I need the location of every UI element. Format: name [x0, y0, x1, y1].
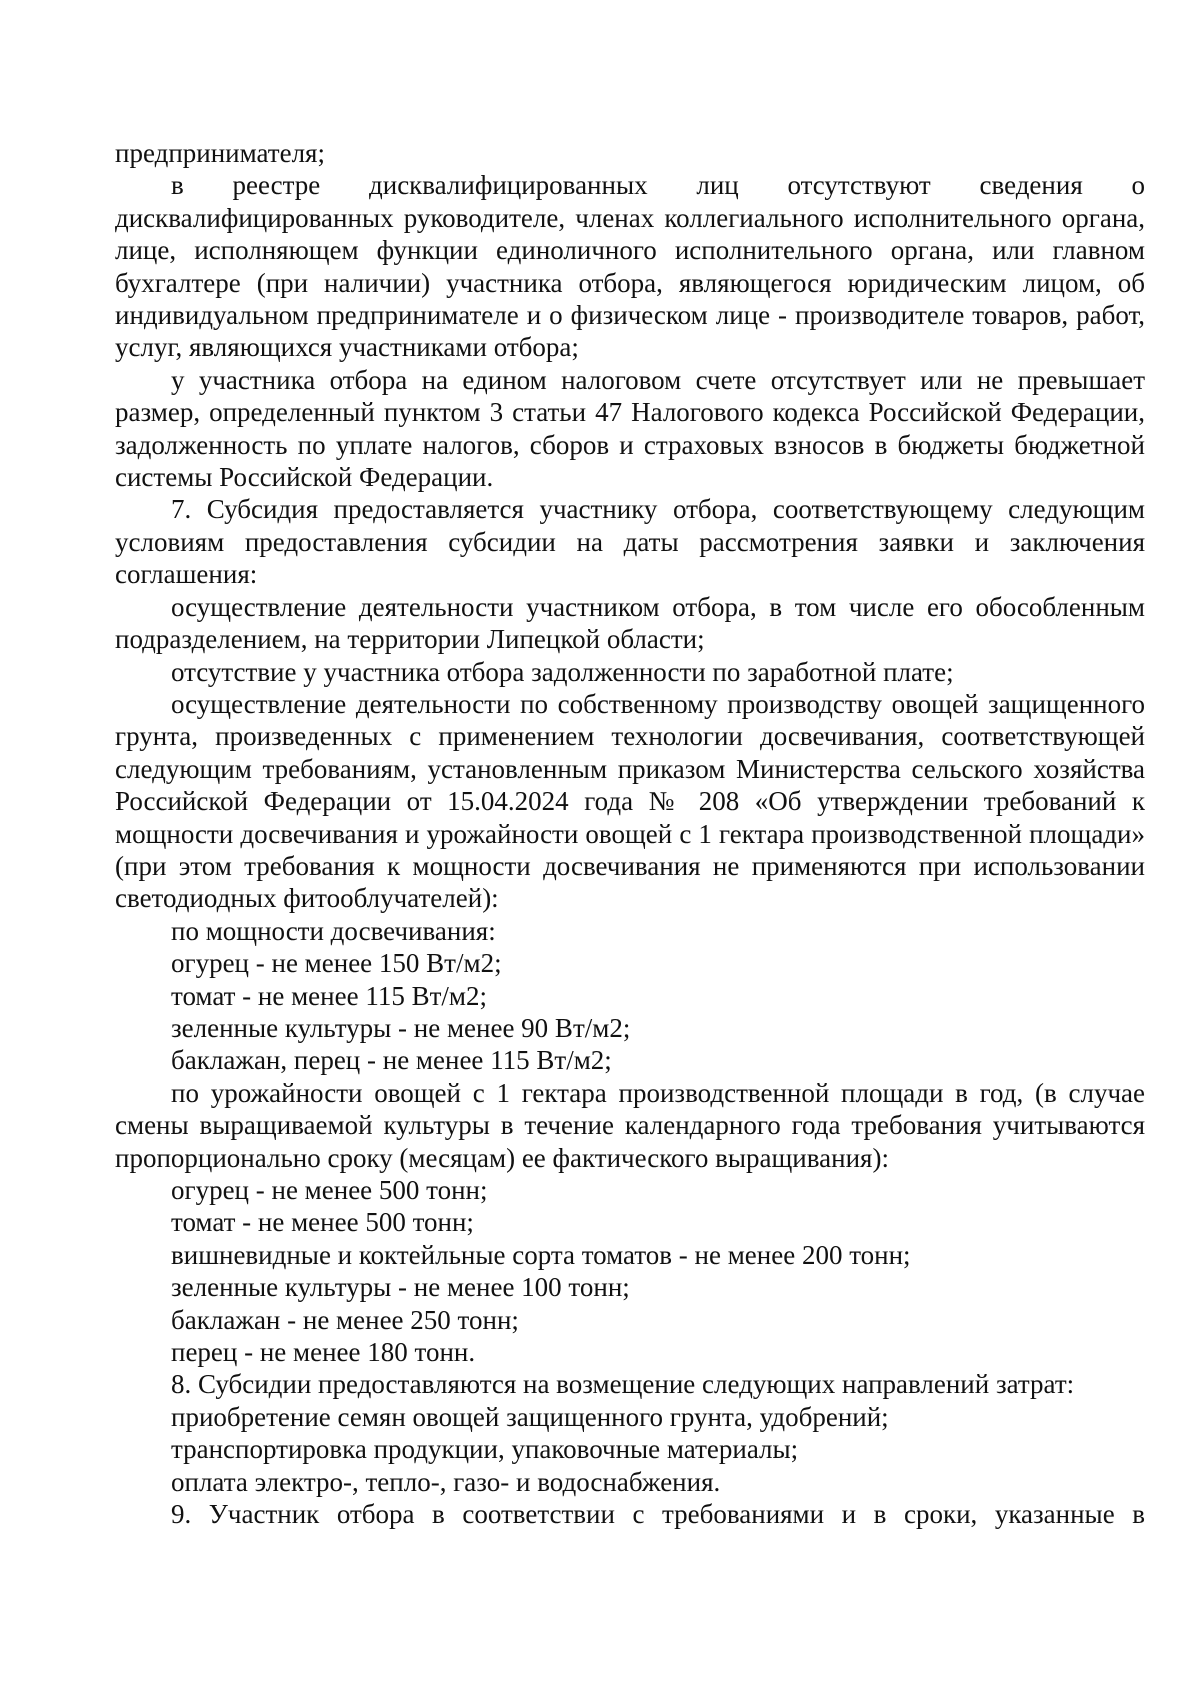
list-item-cucumber-power: огурец - не менее 150 Вт/м2; [171, 948, 502, 979]
list-item-tomato-power: томат - не менее 115 Вт/м2; [171, 980, 487, 1011]
paragraph-no-salary-debt: отсутствие у участника отбора задолженности по заработной плате; [171, 656, 954, 687]
paragraph-item-8: 8. Субсидии предоставляются на возмещение следующих направлений затрат: [171, 1369, 1075, 1400]
document-page [115, 137, 1145, 1530]
list-item-pepper-yield: перец - не менее 180 тонн. [171, 1337, 476, 1368]
list-item-eggplant-yield: баклажан - не менее 250 тонн; [171, 1304, 519, 1335]
list-item-transport-packaging: транспортировка продукции, упаковочные материалы; [171, 1434, 799, 1465]
list-item-greens-yield: зеленные культуры - не менее 100 тонн; [171, 1272, 630, 1303]
list-item-eggplant-pepper-power: баклажан, перец - не менее 115 Вт/м2; [171, 1045, 612, 1076]
paragraph-tax-debt: у участника отбора на едином налоговом счете отсутствует или не превышает размер, определенный пунктом 3 статьи 47 Налогового кодекса Российской Федерации, задолженность по уплате налогов, сборов и страховых взносов в бюджеты бюджетной системы Российской Федерации. [115, 364, 1145, 493]
paragraph-production-requirements: осуществление деятельности по собственному производству овощей защищенного грунта, произведенных с применением технологии досвечивания, соответствующей следующим требованиям, установленным приказом Министерства сельского хозяйства Российской Федерации от 15.04.2024 года № 208 «Об утверждении требований к мощности досвечивания и урожайности овощей с 1 гектара производственной площади» (при этом требования к мощности досвечивания не применяются при использовании светодиодных фитооблучателей): [115, 688, 1145, 914]
list-item-cucumber-yield: огурец - не менее 500 тонн; [171, 1175, 488, 1205]
list-item-seeds-fertilizers: приобретение семян овощей защищенного грунта, удобрений; [171, 1401, 889, 1432]
paragraph-continuation: предпринимателя; [115, 138, 325, 168]
list-item-utilities: оплата электро-, тепло-, газо- и водоснабжения. [171, 1466, 721, 1497]
list-item-cherry-tomato-yield: вишневидные и коктейльные сорта томатов - не менее 200 тонн; [171, 1239, 911, 1270]
paragraph-item-9: 9. Участник отбора в соответствии с требованиями и в сроки, указанные в [171, 1499, 1145, 1530]
paragraph-disqualified-registry: в реестре дисквалифицированных лиц отсутствуют сведения о дисквалифицированных руководителе, членах коллегиального исполнительного органа, лице, исполняющем функции единоличного исполнительного органа, или главном бухгалтере (при наличии) участника отбора, являющегося юридическим лицом, об индивидуальном предпринимателе и о физическом лице - производителе товаров, работ, услуг, являющихся участниками отбора; [115, 170, 1145, 363]
paragraph-item-7: 7. Субсидия предоставляется участнику отбора, соответствующему следующим условиям предоставления субсидии на даты рассмотрения заявки и заключения соглашения: [115, 494, 1145, 590]
paragraph-lighting-power-heading: по мощности досвечивания: [171, 915, 496, 946]
paragraph-yield-heading: по урожайности овощей с 1 гектара производственной площади в год, (в случае смены выращиваемой культуры в течение календарного года требования учитываются пропорционально сроку (месяцам) ее фактического выращивания): [115, 1077, 1145, 1173]
list-item-tomato-yield: томат - не менее 500 тонн; [171, 1207, 474, 1238]
list-item-greens-power: зеленные культуры - не менее 90 Вт/м2; [171, 1012, 631, 1043]
paragraph-lipetsk-territory: осуществление деятельности участником отбора, в том числе его обособленным подразделением, на территории Липецкой области; [115, 591, 1145, 655]
